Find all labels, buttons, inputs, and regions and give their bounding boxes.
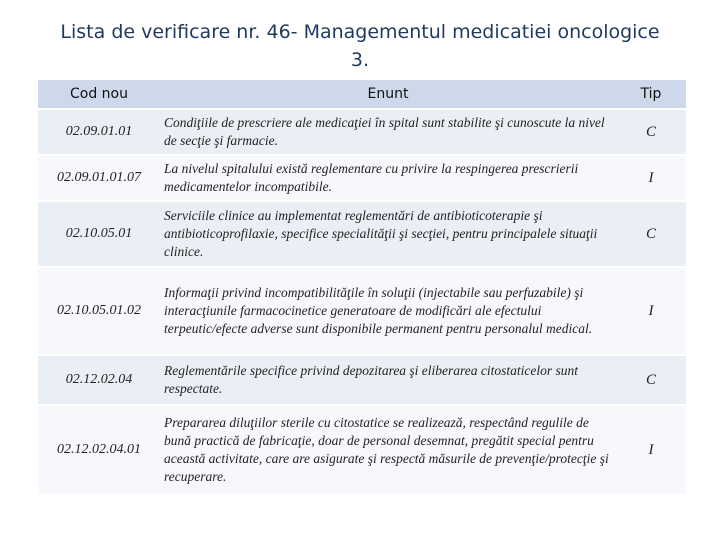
row-type: I	[616, 405, 686, 495]
row-statement: Serviciile clinice au implementat reglementări de antibioticoterapie şi antibioticoprofilaxie, specifice specialităţii şi secţiei, pentru principalele situaţii clinice.	[160, 201, 616, 267]
row-type: C	[616, 201, 686, 267]
row-statement: Informaţii privind incompatibilităţile în soluţii (injectabile sau perfuzabile) şi interacţiunile farmacocinetice generatoare de modificări ale efectului terpeutic/efecte adverse sunt disponibile permanent pentru personalul medical.	[160, 267, 616, 355]
row-code: 02.09.01.01	[38, 109, 160, 155]
row-type: C	[616, 355, 686, 405]
checklist-table	[38, 80, 686, 496]
page-title-line2: 3.	[350, 49, 370, 71]
table-row	[38, 355, 686, 405]
row-type: I	[616, 155, 686, 201]
header-type: Tip	[616, 80, 686, 109]
row-code: 02.12.02.04	[38, 355, 160, 405]
row-code: 02.12.02.04.01	[38, 405, 160, 495]
row-code: 02.10.05.01.02	[38, 267, 160, 355]
row-code: 02.09.01.01.07	[38, 155, 160, 201]
header-code: Cod nou	[38, 80, 160, 109]
table-row	[38, 267, 686, 355]
table-row	[38, 405, 686, 495]
header-statement: Enunt	[160, 80, 616, 109]
page-title	[0, 18, 720, 74]
row-statement: Condiţiile de prescriere ale medicaţiei în spital sunt stabilite şi cunoscute la nivel de secţie şi farmacie.	[160, 109, 616, 155]
row-code: 02.10.05.01	[38, 201, 160, 267]
row-statement: La nivelul spitalului există reglementare cu privire la respingerea prescrierii medicamentelor incompatibile.	[160, 155, 616, 201]
row-statement: Prepararea diluţiilor sterile cu citostatice se realizează, respectând regulile de bună practică de fabricaţie, doar de personal desemnat, pregătit special pentru această activitate, care are asigurate şi respectă măsurile de prevenţie/protecţie şi recuperare.	[160, 405, 616, 495]
page-title-line1: Lista de verificare nr. 46- Managementul medicatiei oncologice	[60, 21, 660, 43]
row-statement: Reglementările specifice privind depozitarea şi eliberarea citostaticelor sunt respectate.	[160, 355, 616, 405]
table-row	[38, 109, 686, 155]
table-row	[38, 201, 686, 267]
table-header-row	[38, 80, 686, 109]
table-row	[38, 155, 686, 201]
row-type: I	[616, 267, 686, 355]
row-type: C	[616, 109, 686, 155]
